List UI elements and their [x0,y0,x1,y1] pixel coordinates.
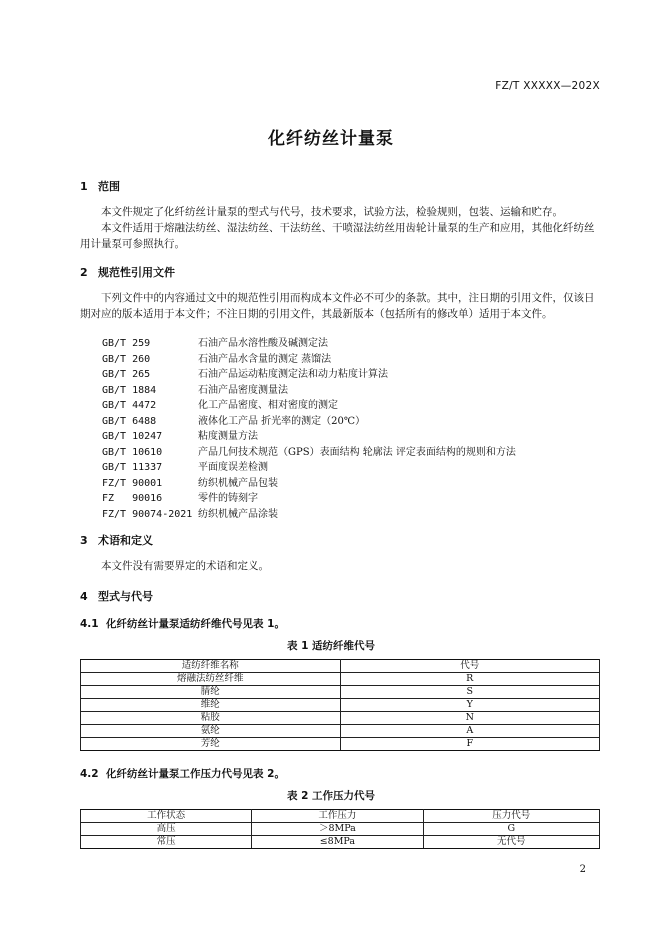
section-1-paragraph-2: 本文件适用于熔融法纺丝、湿法纺丝、干法纺丝、干喷湿法纺丝用齿轮计量泵的生产和应用，其他化纤纺丝用计量泵可参照执行。 [80,222,595,250]
table-cell: S [340,686,600,699]
section-title: 范围 [98,180,120,193]
reference-code: GB/T 265 [102,369,151,380]
reference-code: GB/T 4472 [102,400,157,411]
section-title: 型式与代号 [98,590,153,603]
reference-code: GB/T 1884 [102,384,157,396]
reference-item [102,367,516,383]
section-title: 术语和定义 [98,534,153,547]
section-3-paragraph: 本文件没有需要界定的术语和定义。 [101,560,269,572]
subsection-number: 4.2 [80,768,99,780]
table-1 [80,659,600,751]
table-cell: 常压 [81,836,252,849]
table-row [81,686,600,699]
table-row [81,699,600,712]
reference-title: 石油产品运动粘度测定法和动力粘度计算法 [198,369,388,380]
table-row [81,738,600,751]
table-cell: N [340,712,600,725]
reference-item [102,352,516,368]
document-title: 化纤纺丝计量泵 [268,129,394,149]
reference-code: GB/T 259 [102,338,151,349]
reference-title: 石油产品水含量的测定 蒸馏法 [198,353,332,365]
subsection-title: 化纤纺丝计量泵工作压力代号见表 2。 [106,768,285,780]
reference-item [102,398,516,414]
section-title: 规范性引用文件 [98,266,175,279]
table-cell: Y [340,699,600,712]
table-2-caption: 表 2 工作压力代号 [286,790,376,802]
reference-title: 石油产品密度测量法 [198,384,288,396]
reference-item [102,460,516,476]
reference-title: 纺织机械产品涂装 [198,508,278,520]
reference-item [102,445,516,461]
reference-item [102,429,516,445]
reference-title: 石油产品水溶性酸及碱测定法 [198,338,328,349]
reference-code: FZ 90016 [102,493,163,504]
section-2-paragraph: 下列文件中的内容通过文中的规范性引用而构成本文件必不可少的条款。其中，注日期的引用文件，仅该日期对应的版本适用于本文件；不注日期的引用文件，其最新版本（包括所有的修改单）适用于本文件。 [80,292,595,320]
section-number: 3 [80,534,88,547]
table-cell: 无代号 [423,836,599,849]
section-1-heading [80,178,120,194]
subsection-title: 化纤纺丝计量泵适纺纤维代号见表 1。 [106,618,285,630]
reference-title: 粘度测量方法 [198,431,258,442]
reference-code: FZ/T 90001 [102,477,163,489]
table-cell: 维纶 [81,699,341,712]
page-number: 2 [579,864,586,875]
reference-code: FZ/T 90074-2021 [102,508,193,520]
reference-item [102,414,516,430]
reference-title: 液体化工产品 折光率的测定（20℃） [198,415,366,427]
table-cell: A [340,725,600,738]
table-row [81,673,600,686]
reference-code: GB/T 10610 [102,446,163,458]
table-cell: R [340,673,600,686]
reference-item [102,383,516,399]
table-cell: 熔融法纺丝纤维 [81,673,341,686]
table-1-caption: 表 1 适纺纤维代号 [286,640,376,652]
reference-item [102,476,516,492]
table-cell: 腈纶 [81,686,341,699]
table-cell: 粘胶 [81,712,341,725]
table-header-cell: 压力代号 [423,810,599,823]
table-cell: F [340,738,600,751]
reference-item [102,336,516,352]
reference-title: 化工产品密度、相对密度的测定 [198,400,338,411]
reference-code: GB/T 11337 [102,462,163,473]
section-number: 2 [80,266,88,279]
subsection-4-1-heading [80,616,285,631]
reference-code: GB/T 260 [102,353,151,365]
table-cell: ＞8MPa [252,823,423,836]
table-header-cell: 适纺纤维名称 [81,660,341,673]
section-4-heading [80,588,153,604]
reference-code: GB/T 10247 [102,431,163,442]
table-header-cell: 代号 [340,660,600,673]
table-header-row [81,660,600,673]
table-cell: G [423,823,599,836]
reference-title: 纺织机械产品包装 [198,477,278,489]
reference-item [102,507,516,523]
table-row [81,712,600,725]
table-header-cell: 工作状态 [81,810,252,823]
table-cell: 芳纶 [81,738,341,751]
reference-title: 产品几何技术规范（GPS）表面结构 轮廓法 评定表面结构的规则和方法 [198,446,516,458]
table-cell: ≤8MPa [252,836,423,849]
section-number: 4 [80,590,88,603]
section-2-heading [80,264,175,280]
reference-list [102,336,516,522]
reference-title: 平面度误差检测 [198,462,268,473]
section-1-paragraph-1: 本文件规定了化纤纺丝计量泵的型式与代号，技术要求，试验方法，检验规则，包装、运输和贮存。 [101,206,563,218]
table-header-cell: 工作压力 [252,810,423,823]
table-cell: 高压 [81,823,252,836]
section-number: 1 [80,180,88,193]
table-row [81,823,600,836]
table-row [81,725,600,738]
reference-code: GB/T 6488 [102,415,157,427]
table-row [81,836,600,849]
section-3-heading [80,532,153,548]
table-cell: 氨纶 [81,725,341,738]
standard-number: FZ/T XXXXX—202X [495,80,600,92]
table-2 [80,809,600,849]
reference-title: 零件的铸刻字 [198,493,258,504]
subsection-number: 4.1 [80,618,99,630]
reference-item [102,491,516,507]
subsection-4-2-heading [80,766,285,781]
table-header-row [81,810,600,823]
